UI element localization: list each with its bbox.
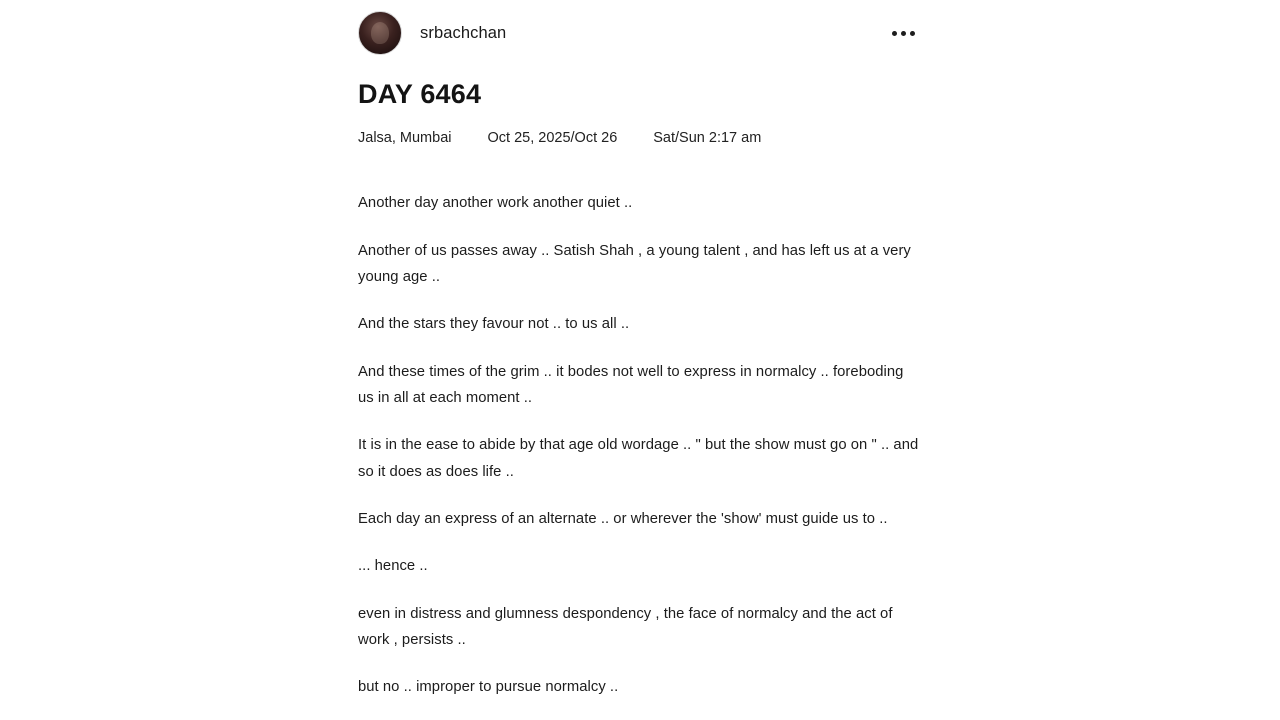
ellipsis-dot — [910, 31, 915, 36]
post-paragraph: And the stars they favour not .. to us all .. — [358, 316, 630, 333]
ellipsis-icon[interactable] — [886, 19, 920, 47]
ellipsis-dot — [901, 31, 906, 36]
page-margin-left — [0, 0, 340, 720]
ellipsis-dot — [892, 31, 897, 36]
post-text — [358, 190, 920, 700]
post-header — [340, 0, 940, 66]
meta-location: Jalsa, Mumbai — [358, 130, 452, 147]
post-paragraph: And these times of the grim .. it bodes not well to express in normalcy .. foreboding us in all at each moment .. — [358, 363, 904, 407]
post-paragraph: It is in the ease to abide by that age old wordage .. " but the show must go on " .. and so it does as does life .. — [358, 437, 919, 480]
meta-time: Sat/Sun 2:17 am — [653, 130, 762, 147]
post-meta — [358, 130, 920, 146]
blog-post — [340, 0, 940, 720]
page-title: DAY 6464 — [358, 79, 482, 109]
avatar[interactable] — [358, 11, 402, 55]
post-body — [340, 78, 940, 701]
post-paragraph: Each day an express of an alternate .. or wherever the 'show' must guide us to .. — [358, 511, 888, 528]
post-paragraph: but no .. improper to pursue normalcy .. — [358, 679, 619, 696]
author-username[interactable]: srbachchan — [420, 23, 507, 42]
meta-date: Oct 25, 2025/Oct 26 — [487, 130, 618, 147]
post-paragraph: ... hence .. — [358, 558, 428, 575]
post-paragraph: even in distress and glumness despondency , the face of normalcy and the act of work , persists .. — [358, 605, 893, 648]
post-paragraph: Another of us passes away .. Satish Shah , a young talent , and has left us at a very young age .. — [358, 242, 911, 286]
page-margin-right — [940, 0, 1280, 720]
post-paragraph: Another day another work another quiet .. — [358, 195, 633, 212]
